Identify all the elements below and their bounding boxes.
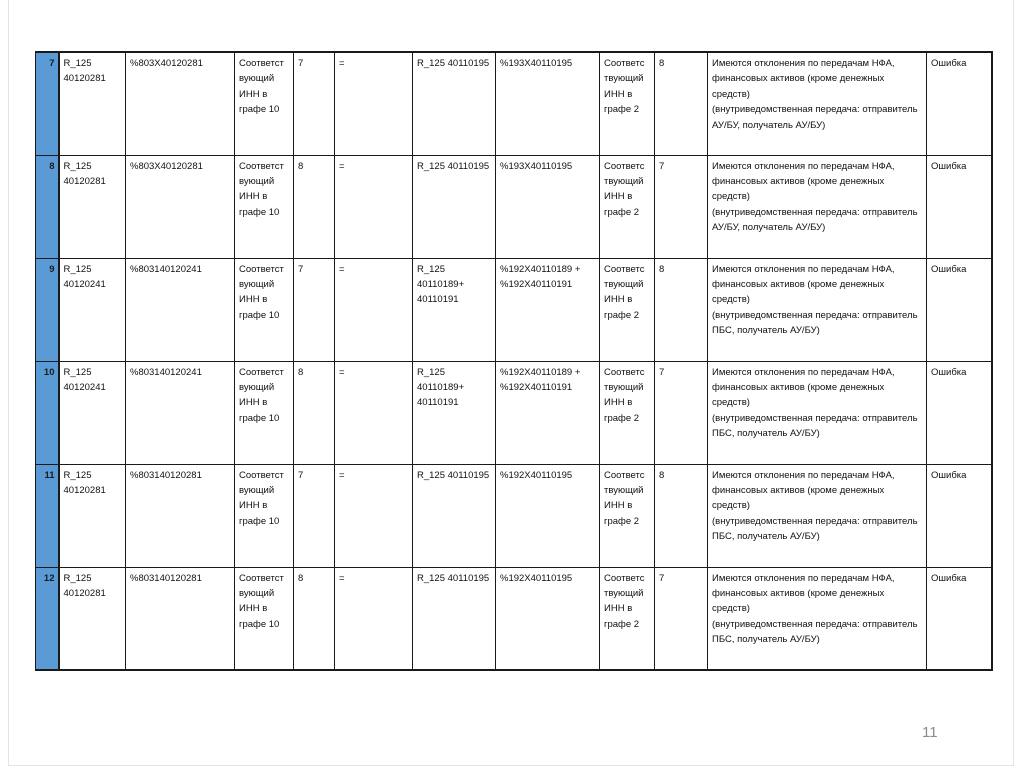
cell-code: R_125 40120281 xyxy=(59,464,126,567)
cell-operator: = xyxy=(335,464,413,567)
cell-severity: Ошибка xyxy=(927,464,992,567)
cell-message: Имеются отклонения по передачам НФА, финансовых активов (кроме денежных средств) (внутриведомственная передача: отправитель ПБС, получатель АУ/БУ) xyxy=(708,258,927,361)
cell-message: Имеются отклонения по передачам НФА, финансовых активов (кроме денежных средств) (внутриведомственная передача: отправитель АУ/БУ, получатель АУ/БУ) xyxy=(708,52,927,155)
cell-condition-right: Соответс твующий ИНН в графе 2 xyxy=(600,464,655,567)
cell-severity: Ошибка xyxy=(927,155,992,258)
table-row xyxy=(36,567,992,670)
rules-table-body xyxy=(36,52,992,670)
cell-code-right: R_125 40110195 xyxy=(413,52,496,155)
cell-severity: Ошибка xyxy=(927,52,992,155)
cell-condition-left: Соответст вующий ИНН в графе 10 xyxy=(235,361,294,464)
rules-table xyxy=(35,51,993,671)
table-row xyxy=(36,464,992,567)
cell-severity: Ошибка xyxy=(927,361,992,464)
cell-code: R_125 40120241 xyxy=(59,258,126,361)
cell-column-left: 8 xyxy=(294,361,335,464)
table-row xyxy=(36,258,992,361)
cell-formula-left: %803140120241 xyxy=(126,258,235,361)
cell-condition-left: Соответст вующий ИНН в графе 10 xyxy=(235,155,294,258)
cell-message: Имеются отклонения по передачам НФА, финансовых активов (кроме денежных средств) (внутриведомственная передача: отправитель ПБС, получатель АУ/БУ) xyxy=(708,361,927,464)
cell-severity: Ошибка xyxy=(927,567,992,670)
cell-column-right: 8 xyxy=(655,258,708,361)
cell-formula-right: %192X40110195 xyxy=(496,464,600,567)
cell-operator: = xyxy=(335,52,413,155)
cell-column-left: 7 xyxy=(294,258,335,361)
cell-message: Имеются отклонения по передачам НФА, финансовых активов (кроме денежных средств) (внутриведомственная передача: отправитель ПБС, получатель АУ/БУ) xyxy=(708,464,927,567)
cell-formula-left: %803140120281 xyxy=(126,567,235,670)
cell-formula-left: %803X40120281 xyxy=(126,52,235,155)
cell-code-right: R_125 40110195 xyxy=(413,567,496,670)
cell-column-right: 8 xyxy=(655,464,708,567)
cell-column-left: 7 xyxy=(294,464,335,567)
cell-condition-left: Соответст вующий ИНН в графе 10 xyxy=(235,258,294,361)
row-number: 12 xyxy=(36,567,59,670)
cell-code: R_125 40120281 xyxy=(59,567,126,670)
row-number: 8 xyxy=(36,155,59,258)
cell-code: R_125 40120241 xyxy=(59,361,126,464)
row-number: 7 xyxy=(36,52,59,155)
cell-formula-left: %803140120241 xyxy=(126,361,235,464)
cell-formula-right: %192X40110195 xyxy=(496,567,600,670)
cell-operator: = xyxy=(335,567,413,670)
cell-code: R_125 40120281 xyxy=(59,155,126,258)
cell-operator: = xyxy=(335,361,413,464)
cell-condition-left: Соответст вующий ИНН в графе 10 xyxy=(235,52,294,155)
cell-code-right: R_125 40110195 xyxy=(413,464,496,567)
cell-condition-right: Соответс твующий ИНН в графе 2 xyxy=(600,361,655,464)
table-row xyxy=(36,155,992,258)
cell-condition-right: Соответс твующий ИНН в графе 2 xyxy=(600,258,655,361)
cell-formula-right: %193X40110195 xyxy=(496,52,600,155)
cell-operator: = xyxy=(335,258,413,361)
row-number: 11 xyxy=(36,464,59,567)
cell-code-right: R_125 40110189+ 40110191 xyxy=(413,258,496,361)
table-row xyxy=(36,52,992,155)
cell-formula-right: %192X40110189 + %192X40110191 xyxy=(496,258,600,361)
cell-condition-right: Соответс твующий ИНН в графе 2 xyxy=(600,567,655,670)
cell-formula-right: %192X40110189 + %192X40110191 xyxy=(496,361,600,464)
cell-message: Имеются отклонения по передачам НФА, финансовых активов (кроме денежных средств) (внутриведомственная передача: отправитель АУ/БУ, получатель АУ/БУ) xyxy=(708,155,927,258)
cell-message: Имеются отклонения по передачам НФА, финансовых активов (кроме денежных средств) (внутриведомственная передача: отправитель ПБС, получатель АУ/БУ) xyxy=(708,567,927,670)
cell-column-left: 7 xyxy=(294,52,335,155)
cell-column-right: 7 xyxy=(655,361,708,464)
cell-formula-right: %193X40110195 xyxy=(496,155,600,258)
row-number: 9 xyxy=(36,258,59,361)
cell-code-right: R_125 40110195 xyxy=(413,155,496,258)
cell-condition-left: Соответст вующий ИНН в графе 10 xyxy=(235,464,294,567)
cell-column-right: 7 xyxy=(655,567,708,670)
cell-column-left: 8 xyxy=(294,155,335,258)
cell-code-right: R_125 40110189+ 40110191 xyxy=(413,361,496,464)
cell-column-left: 8 xyxy=(294,567,335,670)
cell-operator: = xyxy=(335,155,413,258)
cell-condition-right: Соответс твующий ИНН в графе 2 xyxy=(600,52,655,155)
table-row xyxy=(36,361,992,464)
cell-condition-right: Соответс твующий ИНН в графе 2 xyxy=(600,155,655,258)
cell-column-right: 8 xyxy=(655,52,708,155)
page-number: 11 xyxy=(922,724,938,741)
cell-code: R_125 40120281 xyxy=(59,52,126,155)
cell-formula-left: %803140120281 xyxy=(126,464,235,567)
cell-formula-left: %803X40120281 xyxy=(126,155,235,258)
cell-condition-left: Соответст вующий ИНН в графе 10 xyxy=(235,567,294,670)
row-number: 10 xyxy=(36,361,59,464)
cell-column-right: 7 xyxy=(655,155,708,258)
cell-severity: Ошибка xyxy=(927,258,992,361)
